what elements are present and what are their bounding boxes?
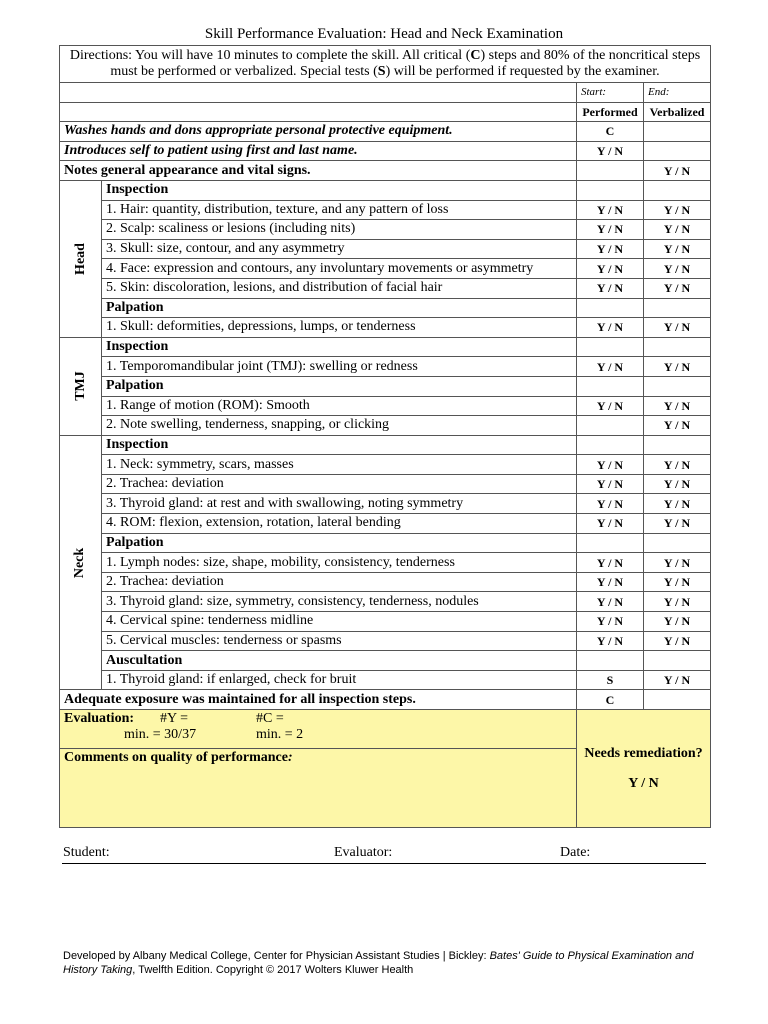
performed-cell[interactable]: Y / N	[577, 318, 644, 338]
checklist-row	[60, 416, 711, 436]
step-text: 2. Trachea: deviation	[102, 572, 577, 592]
checklist-row	[60, 278, 711, 298]
performed-cell[interactable]: Y / N	[577, 220, 644, 240]
checklist-row	[60, 122, 711, 142]
remediation-label: Needs remediation?	[584, 745, 703, 761]
verbalized-cell[interactable]: Y / N	[644, 278, 711, 298]
step-text: Notes general appearance and vital signs.	[60, 161, 577, 181]
step-text: 5. Skin: discoloration, lesions, and distribution of facial hair	[102, 278, 577, 298]
step-text: 3. Thyroid gland: at rest and with swallowing, noting symmetry	[102, 494, 577, 514]
performed-cell[interactable]: Y / N	[577, 259, 644, 279]
performed-cell[interactable]: Y / N	[577, 141, 644, 161]
page-title: Skill Performance Evaluation: Head and Neck Examination	[204, 26, 564, 42]
performed-cell[interactable]	[577, 161, 644, 181]
checklist-row	[60, 200, 711, 220]
performed-cell[interactable]: Y / N	[577, 494, 644, 514]
evaluation-box[interactable]	[60, 710, 577, 749]
step-text: 1. Lymph nodes: size, shape, mobility, consistency, tenderness	[102, 553, 577, 573]
verbalized-cell[interactable]: Y / N	[644, 396, 711, 416]
verbalized-cell[interactable]: Y / N	[644, 259, 711, 279]
c-count: #C =	[256, 711, 284, 726]
subsection-heading: Inspection	[102, 180, 577, 200]
performed-cell[interactable]: Y / N	[577, 357, 644, 377]
verbalized-cell[interactable]	[644, 122, 711, 142]
verbalized-cell[interactable]: Y / N	[644, 631, 711, 651]
performed-cell[interactable]	[577, 416, 644, 436]
c-minimum: min. = 2	[256, 727, 304, 742]
checklist-row	[60, 239, 711, 259]
step-text: 3. Skull: size, contour, and any asymmetry	[102, 239, 577, 259]
verbalized-cell[interactable]: Y / N	[644, 670, 711, 690]
performed-cell[interactable]: C	[577, 690, 644, 710]
directions: Directions: You will have 10 minutes to complete the skill. All critical (C) steps and 80% of the noncritical steps must be performed or verbalized. Special tests (S) will be performed if requested by the examiner.	[60, 46, 711, 83]
checklist-row	[60, 455, 711, 475]
step-text: 4. ROM: flexion, extension, rotation, lateral bending	[102, 514, 577, 534]
step-text: 5. Cervical muscles: tenderness or spasms	[102, 631, 577, 651]
step-text: 1. Neck: symmetry, scars, masses	[102, 455, 577, 475]
checklist-row	[60, 514, 711, 534]
checklist-row	[60, 161, 711, 181]
step-text: 1. Temporomandibular joint (TMJ): swelling or redness	[102, 357, 577, 377]
verbalized-cell[interactable]: Y / N	[644, 220, 711, 240]
step-text: 2. Trachea: deviation	[102, 474, 577, 494]
subsection-heading: Auscultation	[102, 651, 577, 671]
performed-header: Performed	[577, 102, 644, 122]
end-label: End:	[644, 83, 711, 103]
step-text: 4. Cervical spine: tenderness midline	[102, 612, 577, 632]
checklist-row	[60, 592, 711, 612]
verbalized-header: Verbalized	[644, 102, 711, 122]
performed-cell[interactable]: Y / N	[577, 474, 644, 494]
comments-box[interactable]: Comments on quality of performance:	[60, 749, 577, 828]
checklist-row	[60, 631, 711, 651]
subsection-heading: Palpation	[102, 376, 577, 396]
checklist-row	[60, 690, 711, 710]
footer-credit: Developed by Albany Medical College, Center for Physician Assistant Studies | Bickley: Bates' Guide to Physical Examination and History Taking, Twelfth Edition. Copyright © 2017 Wolters Kluwer Health	[63, 950, 694, 976]
performed-cell[interactable]: Y / N	[577, 572, 644, 592]
student-label[interactable]: Student:	[63, 845, 110, 860]
performed-cell[interactable]: Y / N	[577, 239, 644, 259]
performed-cell[interactable]: Y / N	[577, 553, 644, 573]
step-text: Adequate exposure was maintained for all inspection steps.	[60, 690, 577, 710]
checklist-row	[60, 553, 711, 573]
performed-cell[interactable]: S	[577, 670, 644, 690]
evaluation-table	[59, 45, 711, 828]
evaluation-label: Evaluation:	[64, 711, 135, 726]
section-label-head: Head	[60, 180, 102, 337]
section-label-tmj: TMJ	[60, 337, 102, 435]
y-minimum: min. = 30/37	[124, 727, 197, 742]
directions-row	[60, 46, 711, 83]
subsection-heading: Palpation	[102, 533, 577, 553]
step-text: 2. Scalp: scaliness or lesions (including nits)	[102, 220, 577, 240]
step-text: Introduces self to patient using first and last name.	[60, 141, 577, 161]
performed-cell[interactable]: Y / N	[577, 278, 644, 298]
checklist-row	[60, 474, 711, 494]
comments-label: Comments on quality of performance	[64, 750, 288, 765]
step-text: 1. Skull: deformities, depressions, lumps, or tenderness	[102, 318, 577, 338]
performed-cell[interactable]: Y / N	[577, 592, 644, 612]
subsection-heading: Palpation	[102, 298, 577, 318]
step-text: 4. Face: expression and contours, any involuntary movements or asymmetry	[102, 259, 577, 279]
subsection-heading: Inspection	[102, 337, 577, 357]
checklist-row	[60, 572, 711, 592]
checklist-row	[60, 141, 711, 161]
verbalized-cell[interactable]: Y / N	[644, 239, 711, 259]
verbalized-cell[interactable]: Y / N	[644, 161, 711, 181]
performed-cell[interactable]: Y / N	[577, 200, 644, 220]
y-count: #Y =	[160, 711, 188, 726]
verbalized-cell[interactable]: Y / N	[644, 553, 711, 573]
step-text: 3. Thyroid gland: size, symmetry, consistency, tenderness, nodules	[102, 592, 577, 612]
verbalized-cell[interactable]: Y / N	[644, 514, 711, 534]
remediation-box[interactable]	[577, 710, 711, 828]
verbalized-cell[interactable]: Y / N	[644, 612, 711, 632]
verbalized-cell[interactable]: Y / N	[644, 318, 711, 338]
verbalized-cell[interactable]: Y / N	[644, 494, 711, 514]
verbalized-cell[interactable]	[644, 690, 711, 710]
start-end-row	[60, 83, 711, 103]
verbalized-cell[interactable]: Y / N	[644, 455, 711, 475]
date-label[interactable]: Date:	[560, 845, 591, 860]
verbalized-cell[interactable]: Y / N	[644, 474, 711, 494]
verbalized-cell[interactable]: Y / N	[644, 200, 711, 220]
verbalized-cell[interactable]	[644, 141, 711, 161]
checklist-row	[60, 612, 711, 632]
performed-cell[interactable]: Y / N	[577, 455, 644, 475]
checklist-row	[60, 494, 711, 514]
checklist-row	[60, 396, 711, 416]
verbalized-cell[interactable]: Y / N	[644, 572, 711, 592]
verbalized-cell[interactable]: Y / N	[644, 416, 711, 436]
checklist-row	[60, 357, 711, 377]
performed-cell[interactable]: C	[577, 122, 644, 142]
verbalized-cell[interactable]: Y / N	[644, 357, 711, 377]
step-text: 1. Range of motion (ROM): Smooth	[102, 396, 577, 416]
start-label: Start:	[577, 83, 644, 103]
checklist-row	[60, 670, 711, 690]
performed-cell[interactable]: Y / N	[577, 612, 644, 632]
step-text: 1. Thyroid gland: if enlarged, check for bruit	[102, 670, 577, 690]
step-text: 2. Note swelling, tenderness, snapping, or clicking	[102, 416, 577, 436]
verbalized-cell[interactable]: Y / N	[644, 592, 711, 612]
step-text: Washes hands and dons appropriate personal protective equipment.	[60, 122, 577, 142]
column-header-row	[60, 102, 711, 122]
step-text: 1. Hair: quantity, distribution, texture, and any pattern of loss	[102, 200, 577, 220]
evaluator-label[interactable]: Evaluator:	[334, 845, 393, 860]
checklist-row	[60, 318, 711, 338]
subsection-heading: Inspection	[102, 435, 577, 455]
signature-line	[62, 845, 706, 864]
performed-cell[interactable]: Y / N	[577, 396, 644, 416]
performed-cell[interactable]: Y / N	[577, 514, 644, 534]
checklist-row	[60, 220, 711, 240]
performed-cell[interactable]: Y / N	[577, 631, 644, 651]
remediation-value[interactable]: Y / N	[628, 775, 659, 791]
section-label-neck: Neck	[60, 435, 102, 690]
checklist-row	[60, 259, 711, 279]
